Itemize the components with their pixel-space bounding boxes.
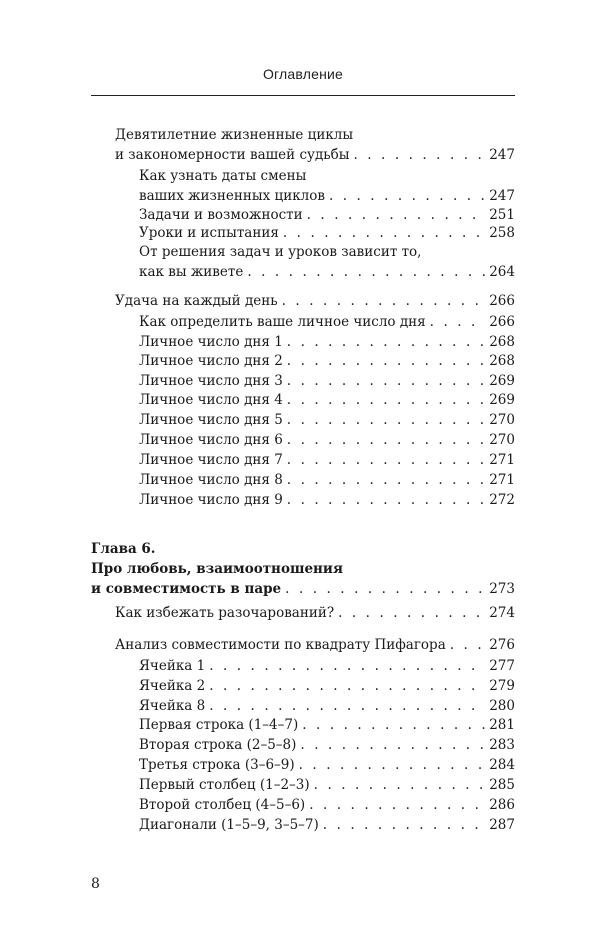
- toc-entry[interactable]: [139, 735, 515, 755]
- dot-leader: [287, 430, 485, 450]
- toc-entry-title: Ячейка 8: [139, 698, 206, 714]
- toc-chapter-entry[interactable]: [91, 539, 515, 599]
- toc-page-number: 273: [489, 581, 515, 597]
- toc-page-number: 266: [489, 314, 515, 330]
- toc-page-number: 279: [489, 678, 515, 694]
- toc-page-number: 284: [489, 757, 515, 773]
- toc-page-number: 285: [489, 777, 515, 793]
- toc-page-number: 271: [489, 452, 515, 468]
- toc-entry[interactable]: [139, 656, 515, 676]
- dot-leader: [209, 696, 485, 716]
- dot-leader: [353, 145, 485, 165]
- dot-leader: [287, 450, 485, 470]
- header-rule: [91, 95, 515, 96]
- toc-entry-title: Девятилетние жизненные циклы: [115, 127, 354, 143]
- dot-leader: [450, 635, 485, 655]
- dot-leader: [302, 715, 485, 735]
- toc-page-number: 270: [489, 412, 515, 428]
- toc-page-number: 274: [489, 605, 515, 621]
- toc-entry[interactable]: [139, 390, 515, 410]
- toc-page-number: 268: [489, 334, 515, 350]
- dot-leader: [285, 579, 485, 599]
- toc-entry-title: Как определить ваше личное число дня: [139, 314, 426, 330]
- dot-leader: [209, 676, 485, 696]
- toc-entry-title: Анализ совместимости по квадрату Пифагора: [115, 637, 446, 653]
- toc-entry-title: Первый столбец (1–2–3): [139, 777, 310, 793]
- toc-page-number: 287: [489, 817, 515, 833]
- toc-entry-title: Личное число дня 4: [139, 392, 283, 408]
- toc-entry[interactable]: [139, 450, 515, 470]
- toc-entry-title: Личное число дня 5: [139, 412, 283, 428]
- toc-page-number: 258: [489, 225, 515, 241]
- dot-leader: [323, 815, 485, 835]
- dot-leader: [329, 186, 485, 206]
- toc-entry-title: Как узнать даты смены: [139, 168, 307, 184]
- dot-leader: [283, 223, 485, 243]
- toc-entry-title: Первая строка (1–4–7): [139, 717, 299, 733]
- toc-entry-title: Третья строка (3–6–9): [139, 757, 295, 773]
- toc-entry-title: Второй столбец (4–5–6): [139, 797, 306, 813]
- toc-entry[interactable]: [115, 125, 515, 165]
- toc-entry[interactable]: [139, 815, 515, 835]
- toc-entry-title: Личное число дня 6: [139, 432, 283, 448]
- dot-leader: [287, 490, 485, 510]
- toc-entry[interactable]: [139, 205, 515, 225]
- toc-entry-title: Уроки и испытания: [139, 225, 279, 241]
- dot-leader: [314, 775, 486, 795]
- toc-entry-title: Личное число дня 7: [139, 452, 283, 468]
- toc-entry-title: Задачи и возможности: [139, 207, 303, 223]
- toc-page-number: 276: [489, 637, 515, 653]
- dot-leader: [287, 470, 485, 490]
- toc-page-number: 283: [489, 737, 515, 753]
- dot-leader: [209, 656, 485, 676]
- toc-page-number: 277: [489, 658, 515, 674]
- toc-page-number: 271: [489, 472, 515, 488]
- toc-entry[interactable]: [139, 490, 515, 510]
- toc-page-number: 281: [489, 717, 515, 733]
- dot-leader: [287, 371, 485, 391]
- toc-page-number: 247: [489, 147, 515, 163]
- toc-entry[interactable]: [139, 470, 515, 490]
- toc-entry[interactable]: [139, 166, 515, 206]
- toc-entry-title: Ячейка 1: [139, 658, 206, 674]
- toc-entry-title: Личное число дня 9: [139, 492, 283, 508]
- toc-entry-title: Про любовь, взаимоотношения: [91, 561, 343, 577]
- toc-entry-title: От решения задач и уроков зависит то,: [139, 244, 422, 260]
- toc-page-number: 264: [489, 264, 515, 280]
- dot-leader: [309, 795, 485, 815]
- toc-entry-title: Удача на каждый день: [115, 293, 278, 309]
- dot-leader: [430, 312, 486, 332]
- toc-entry-title: Как избежать разочарований?: [115, 605, 335, 621]
- dot-leader: [338, 603, 485, 623]
- toc-entry-title: Вторая строка (2–5–8): [139, 737, 297, 753]
- dot-leader: [307, 205, 486, 225]
- toc-entry[interactable]: [139, 755, 515, 775]
- toc-entry[interactable]: [139, 676, 515, 696]
- toc-page-number: 247: [489, 188, 515, 204]
- toc-entry-title: Личное число дня 3: [139, 373, 283, 389]
- toc-page-number: 251: [489, 207, 515, 223]
- running-header: Оглавление: [262, 66, 344, 82]
- dot-leader: [287, 390, 485, 410]
- toc-entry[interactable]: [139, 696, 515, 716]
- toc-entry-title: Личное число дня 8: [139, 472, 283, 488]
- toc-entry-title: и совместимость в паре: [91, 581, 282, 597]
- toc-entry-title: Личное число дня 1: [139, 334, 283, 350]
- dot-leader: [282, 291, 486, 311]
- toc-page-number: 268: [489, 353, 515, 369]
- page-number: 8: [91, 876, 100, 892]
- toc-entry[interactable]: [139, 332, 515, 352]
- dot-leader: [287, 351, 485, 371]
- dot-leader: [247, 262, 485, 282]
- toc-entry[interactable]: [139, 242, 515, 282]
- toc-entry[interactable]: [115, 603, 515, 623]
- dot-leader: [299, 755, 486, 775]
- toc-page-number: 270: [489, 432, 515, 448]
- toc-entry[interactable]: [115, 635, 515, 655]
- toc-entry[interactable]: [115, 291, 515, 311]
- toc-entry[interactable]: [139, 312, 515, 332]
- toc-page-number: 269: [489, 373, 515, 389]
- dot-leader: [287, 332, 485, 352]
- toc-entry[interactable]: [139, 430, 515, 450]
- toc-entry-title: Личное число дня 2: [139, 353, 283, 369]
- dot-leader: [287, 410, 485, 430]
- toc-entry[interactable]: [139, 410, 515, 430]
- toc-entry-title: ваших жизненных циклов: [139, 188, 325, 204]
- toc-entry-title: как вы живете: [139, 264, 244, 280]
- chapter-number: Глава 6.: [91, 541, 156, 557]
- toc-entry[interactable]: [139, 775, 515, 795]
- dot-leader: [300, 735, 485, 755]
- toc-entry-title: Диагонали (1–5–9, 3–5–7): [139, 817, 319, 833]
- toc-entry-title: Ячейка 2: [139, 678, 206, 694]
- toc-page-number: 286: [489, 797, 515, 813]
- toc-page-number: 266: [489, 293, 515, 309]
- toc-page-number: 269: [489, 392, 515, 408]
- toc-entry[interactable]: [139, 795, 515, 815]
- toc-entry[interactable]: [139, 351, 515, 371]
- toc-entry[interactable]: [139, 371, 515, 391]
- toc-page-number: 272: [489, 492, 515, 508]
- toc-page-number: 280: [489, 698, 515, 714]
- toc-entry-title: и закономерности вашей судьбы: [115, 147, 350, 163]
- toc-entry[interactable]: [139, 223, 515, 243]
- toc-entry[interactable]: [139, 715, 515, 735]
